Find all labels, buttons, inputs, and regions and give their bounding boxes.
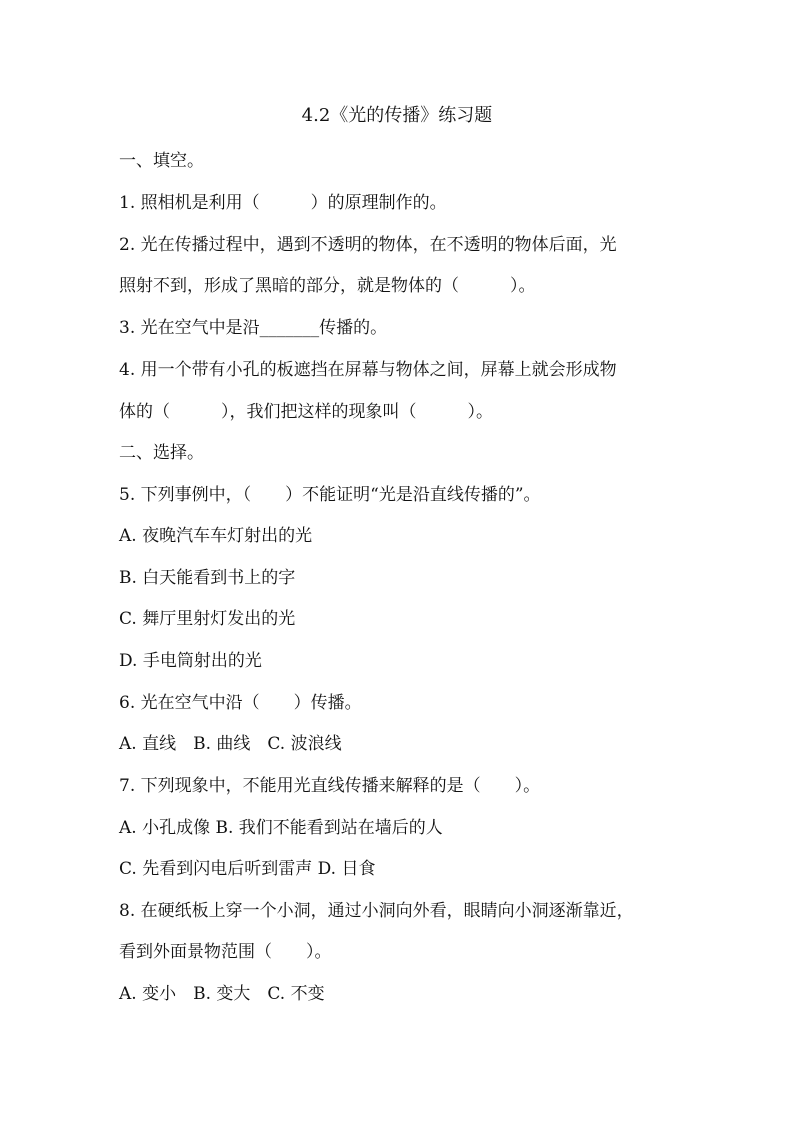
question-8-options: A. 变小 B. 变大 C. 不变 — [119, 984, 325, 1004]
question-5-option-c: C. 舞厅里射灯发出的光 — [119, 609, 296, 629]
question-6: 6. 光在空气中沿（ ）传播。 — [119, 693, 362, 713]
question-1: 1. 照相机是利用（ ）的原理制作的。 — [119, 193, 447, 213]
question-2-line-2: 照射不到，形成了黑暗的部分，就是物体的（ ）。 — [119, 276, 536, 296]
question-5-option-b: B. 白天能看到书上的字 — [119, 568, 296, 588]
question-7-options-line-1: A. 小孔成像 B. 我们不能看到站在墙后的人 — [119, 818, 443, 838]
section-heading-choice: 二、选择。 — [119, 443, 204, 463]
question-8-line-2: 看到外面景物范围（ ）。 — [119, 942, 332, 962]
question-4-line-2: 体的（ ），我们把这样的现象叫（ ）。 — [119, 402, 493, 422]
question-3: 3. 光在空气中是沿_______传播的。 — [119, 318, 388, 338]
worksheet-title: 4.2《光的传播》练习题 — [301, 105, 493, 126]
question-7: 7. 下列现象中，不能用光直线传播来解释的是（ ）。 — [119, 776, 541, 796]
question-2-line-1: 2. 光在传播过程中，遇到不透明的物体，在不透明的物体后面，光 — [119, 235, 617, 255]
question-5-option-a: A. 夜晚汽车车灯射出的光 — [119, 526, 313, 546]
section-heading-fill-blank: 一、填空。 — [119, 151, 204, 171]
question-6-options: A. 直线 B. 曲线 C. 波浪线 — [119, 734, 342, 754]
question-5-option-d: D. 手电筒射出的光 — [119, 651, 262, 671]
question-5: 5. 下列事例中，（ ）不能证明“光是沿直线传播的”。 — [119, 485, 541, 505]
question-7-options-line-2: C. 先看到闪电后听到雷声 D. 日食 — [119, 859, 376, 879]
question-4-line-1: 4. 用一个带有小孔的板遮挡在屏幕与物体之间，屏幕上就会形成物 — [119, 360, 617, 380]
question-8-line-1: 8. 在硬纸板上穿一个小洞，通过小洞向外看，眼睛向小洞逐渐靠近， — [119, 901, 634, 921]
